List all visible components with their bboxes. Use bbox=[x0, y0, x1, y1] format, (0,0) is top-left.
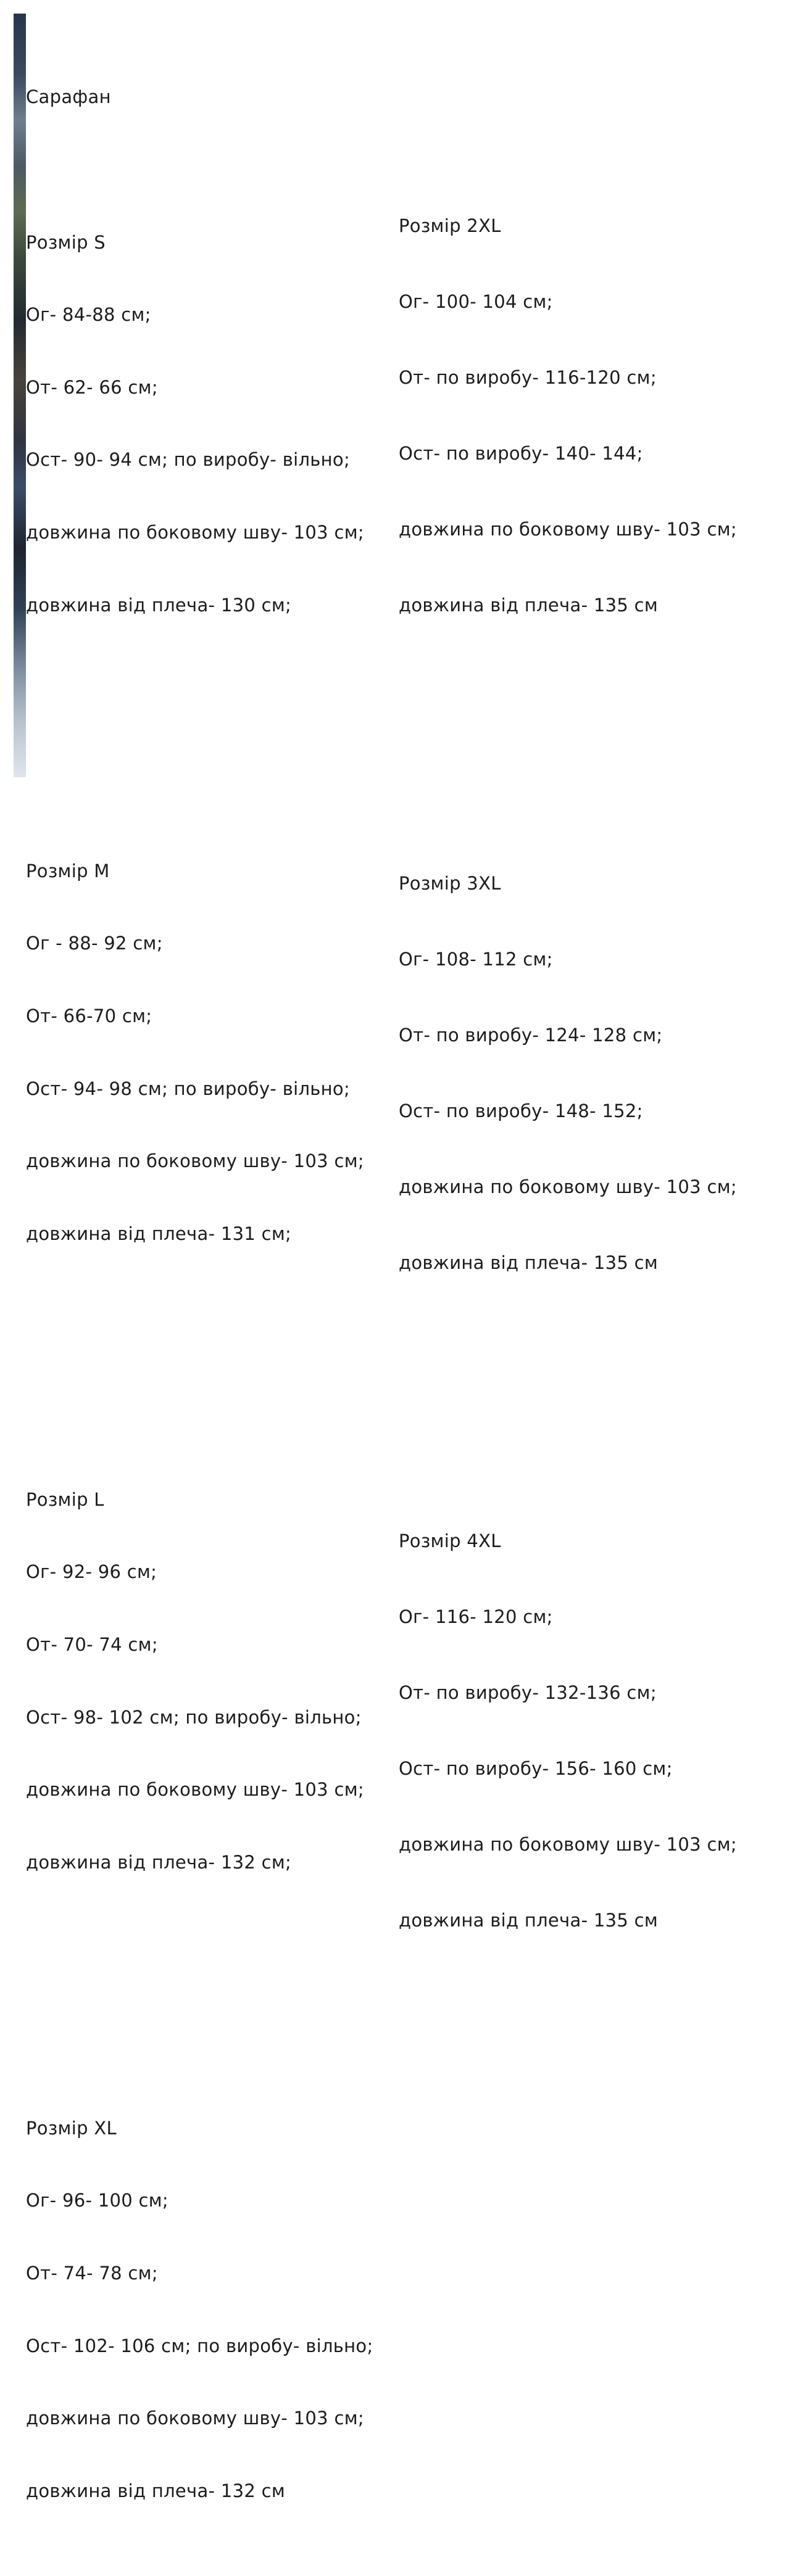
measurement-line: От- 70- 74 см; bbox=[26, 1634, 158, 1655]
measurement-line: Ост- по виробу- 140- 144; bbox=[399, 443, 643, 464]
measurement-line: Ог- 84-88 см; bbox=[26, 304, 151, 326]
measurement-line: Ост- 94- 98 см; по виробу- вільно; bbox=[26, 1078, 351, 1099]
size-block-3xl bbox=[399, 820, 737, 1326]
measurement-line: довжина по боковому шву- 103 см; bbox=[26, 1779, 364, 1801]
size-block-4xl bbox=[399, 1478, 737, 1984]
measurement-line: От- 62- 66 см; bbox=[26, 376, 158, 398]
measurement-line: Ог- 100- 104 см; bbox=[399, 291, 553, 312]
left-column bbox=[26, 37, 373, 2576]
measurement-line: Ог- 96- 100 см; bbox=[26, 2190, 168, 2211]
measurement-line: Ост- 98- 102 см; по виробу- вільно; bbox=[26, 1706, 362, 1728]
measurement-line: довжина по боковому шву- 103 см; bbox=[26, 1150, 364, 1172]
measurement-line: Ост- по виробу- 148- 152; bbox=[399, 1100, 643, 1121]
size-heading: Розмір 3XL bbox=[399, 873, 501, 894]
measurement-line: довжина від плеча- 135 см bbox=[399, 1910, 659, 1931]
size-heading: Розмір L bbox=[26, 1488, 104, 1510]
measurement-line: довжина від плеча- 135 см bbox=[399, 1252, 659, 1273]
size-block-2xl bbox=[399, 163, 737, 669]
measurement-line: Ог - 88- 92 см; bbox=[26, 933, 163, 954]
measurement-line: довжина по боковому шву- 103 см; bbox=[399, 519, 737, 540]
measurement-line: довжина по боковому шву- 103 см; bbox=[26, 522, 364, 543]
measurement-line: довжина від плеча- 132 см bbox=[26, 2480, 286, 2501]
measurement-line: От- 66-70 см; bbox=[26, 1005, 152, 1026]
measurement-line: довжина від плеча- 131 см; bbox=[26, 1223, 292, 1244]
block-spacer bbox=[26, 1343, 373, 1367]
size-heading: Розмір 4XL bbox=[399, 1530, 501, 1551]
measurement-line: Ог- 92- 96 см; bbox=[26, 1561, 157, 1583]
measurement-line: Ост- по виробу- 156- 160 см; bbox=[399, 1758, 673, 1779]
measurement-line: довжина по боковому шву- 103 см; bbox=[26, 2408, 364, 2429]
measurement-line: Ог- 108- 112 см; bbox=[399, 949, 553, 970]
measurement-line: довжина від плеча- 132 см; bbox=[26, 1851, 292, 1873]
measurement-line: От- по виробу- 124- 128 см; bbox=[399, 1025, 663, 1046]
size-heading: Розмір S bbox=[26, 231, 106, 253]
measurement-line: От- по виробу- 132-136 см; bbox=[399, 1682, 657, 1703]
measurement-line: Ост- 90- 94 см; по виробу- вільно; bbox=[26, 449, 351, 471]
measurement-line: Ост- 102- 106 см; по виробу- вільно; bbox=[26, 2335, 373, 2356]
measurement-line: довжина від плеча- 130 см; bbox=[26, 594, 292, 616]
measurement-line: довжина по боковому шву- 103 см; bbox=[399, 1834, 737, 1855]
block-spacer bbox=[26, 1971, 373, 1996]
block-spacer bbox=[399, 1377, 737, 1402]
measurement-line: довжина від плеча- 135 см bbox=[399, 595, 659, 616]
measurement-line: От- по виробу- 116-120 см; bbox=[399, 367, 657, 388]
photo-edge-strip bbox=[14, 14, 26, 777]
measurement-line: Ог- 116- 120 см; bbox=[399, 1606, 553, 1627]
size-heading: Розмір М bbox=[26, 860, 110, 881]
block-spacer bbox=[399, 719, 737, 745]
size-block-xl bbox=[26, 2068, 373, 2551]
measurement-line: довжина по боковому шву- 103 см; bbox=[399, 1176, 737, 1197]
size-block-m bbox=[26, 811, 373, 1294]
right-column bbox=[399, 112, 737, 2009]
size-heading: Розмір XL bbox=[26, 2117, 117, 2139]
size-block-s bbox=[26, 182, 373, 666]
size-heading: Розмір 2XL bbox=[399, 215, 501, 236]
size-block-l bbox=[26, 1439, 373, 1923]
document-title: Сарафан bbox=[26, 86, 111, 108]
block-spacer bbox=[26, 714, 373, 738]
measurement-line: От- 74- 78 см; bbox=[26, 2263, 158, 2284]
